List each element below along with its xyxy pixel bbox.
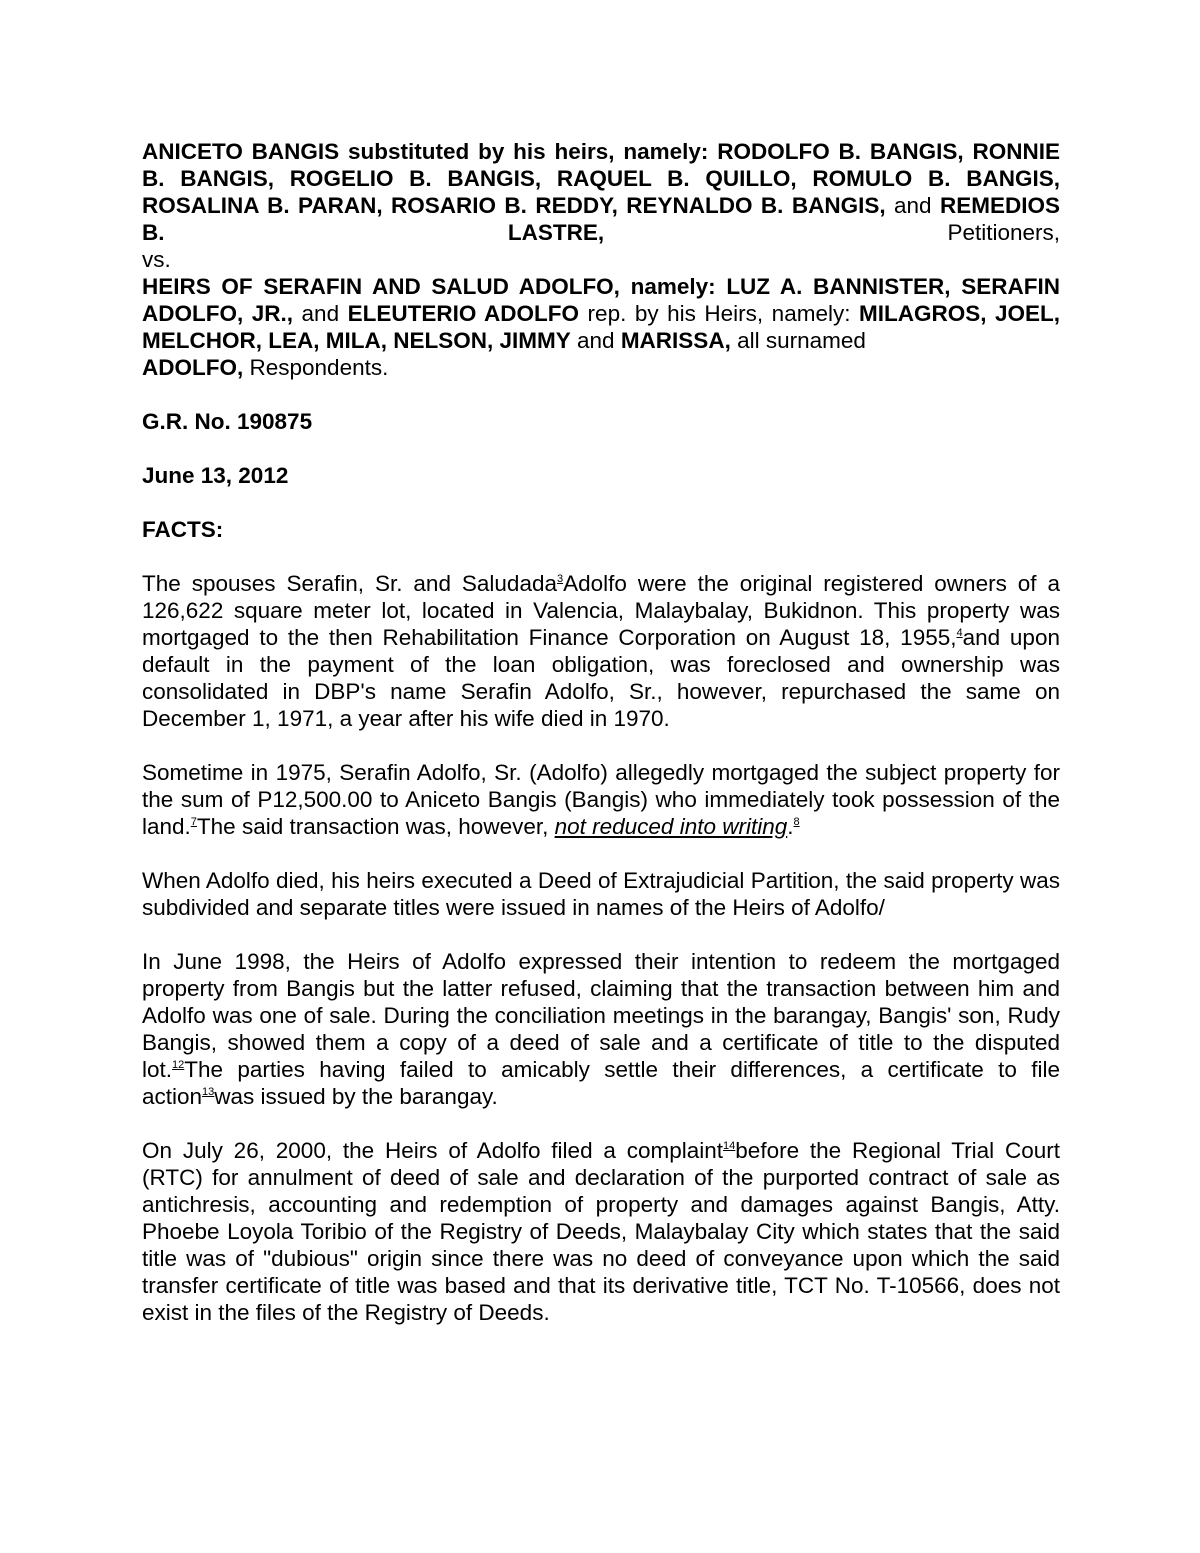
respondents-names-1: HEIRS OF SERAFIN AND SALUD ADOLFO, namely: LUZ A. BANNISTER, SERAFIN ADOLFO, JR.,: [142, 274, 1060, 326]
respondents-and-1: and: [293, 301, 348, 326]
footnote-7[interactable]: 7: [190, 816, 197, 828]
footnote-13[interactable]: 13: [202, 1086, 215, 1098]
petitioners-label: Petitioners,: [604, 220, 1060, 245]
p2-text-c: .: [787, 814, 794, 839]
respondents-rep: rep. by his Heirs, namely:: [579, 301, 859, 326]
footnote-3[interactable]: 3: [557, 573, 564, 585]
p1-text-c: and upon default in the payment of the loan obligation, was foreclosed and ownership was consolidated in DBP's name Serafin Adolfo, Sr., however, repurchased the same on December 1, 1971, a year after his wife died in 1970.: [142, 625, 1060, 731]
p1-text-b: Adolfo were the original registered owners of a 126,622 square meter lot, located in Valencia, Malaybalay, Bukidnon. This property was mortgaged to the then Rehabilitation Finance Corporation on August 18, 1955,: [142, 571, 1060, 650]
p4-text-b: The parties having failed to amicably settle their differences, a certificate to file action: [142, 1057, 1060, 1109]
remedios-middle: B.: [142, 220, 165, 245]
petitioners-names: ANICETO BANGIS substituted by his heirs, namely: RODOLFO B. BANGIS, RONNIE B. BANGIS, ROGELIO B. BANGIS, RAQUEL B. QUILLO, ROMULO B. BANGIS, ROSALINA B. PARAN, ROSARIO B. REDDY, REYNALDO B. BANGIS,: [142, 139, 1060, 218]
p4-text-c: was issued by the barangay.: [214, 1084, 498, 1109]
facts-paragraph-2: [142, 759, 1060, 840]
facts-paragraph-5: [142, 1137, 1060, 1326]
footnote-4[interactable]: 4: [956, 627, 963, 639]
petitioners-caption: [142, 138, 1060, 246]
p5-text-b: before the Regional Trial Court (RTC) for annulment of deed of sale and declaration of the purported contract of sale as antichresis, accounting and redemption of property and damages against Bangis, Atty. Phoebe Loyola Toribio of the Registry of Deeds, Malaybalay City which states that the said title was of "dubious" origin since there was no deed of conveyance upon which the said transfer certificate of title was based and that its derivative title, TCT No. T-10566, does not exist in the files of the Registry of Deeds.: [142, 1138, 1061, 1325]
p4-text-a: In June 1998, the Heirs of Adolfo expressed their intention to redeem the mortgaged property from Bangis but the latter refused, claiming that the transaction between him and Adolfo was one of sale. During the conciliation meetings in the barangay, Bangis' son, Rudy Bangis, showed them a copy of a deed of sale and a certificate of title to the disputed lot.: [142, 949, 1060, 1082]
footnote-12[interactable]: 12: [172, 1059, 185, 1071]
respondents-names-5: ADOLFO,: [142, 355, 244, 380]
footnote-8[interactable]: 8: [793, 816, 800, 828]
facts-paragraph-4: [142, 948, 1060, 1110]
document-page: [142, 138, 1060, 1326]
versus: vs.: [142, 247, 171, 272]
respondents-caption: [142, 273, 1060, 381]
emphasis-not-reduced: not reduced into writing: [554, 814, 788, 839]
p2-text-a: Sometime in 1975, Serafin Adolfo, Sr. (Adolfo) allegedly mortgaged the subject property for the sum of P12,500.00 to Aniceto Bangis (Bangis) who immediately took possession of the land.: [142, 760, 1060, 839]
facts-paragraph-3: When Adolfo died, his heirs executed a Deed of Extrajudicial Partition, the said property was subdivided and separate titles were issued in names of the Heirs of Adolfo/: [142, 868, 1060, 920]
remedios-first: REMEDIOS: [940, 193, 1061, 218]
facts-heading: FACTS:: [142, 517, 224, 542]
remedios-last: LASTRE,: [507, 220, 605, 245]
p5-text-a: On July 26, 2000, the Heirs of Adolfo filed a complaint: [142, 1138, 724, 1163]
respondents-label: Respondents.: [243, 355, 389, 380]
decision-date: June 13, 2012: [142, 463, 289, 488]
petitioners-and: and: [885, 193, 932, 218]
respondents-and-2: and: [570, 328, 621, 353]
p2-text-b: The said transaction was, however,: [196, 814, 555, 839]
p1-text-a: The spouses Serafin, Sr. and Saludada: [142, 571, 557, 596]
respondents-names-4: MARISSA,: [620, 328, 731, 353]
respondents-names-2: ELEUTERIO ADOLFO: [347, 301, 580, 326]
footnote-14[interactable]: 14: [723, 1140, 736, 1152]
respondents-names-3: MILAGROS, JOEL, MELCHOR, LEA, MILA, NELSON, JIMMY: [142, 301, 1061, 353]
facts-paragraph-1: [142, 570, 1060, 732]
respondents-all: all surnamed: [730, 328, 866, 353]
gr-number: G.R. No. 190875: [142, 409, 313, 434]
